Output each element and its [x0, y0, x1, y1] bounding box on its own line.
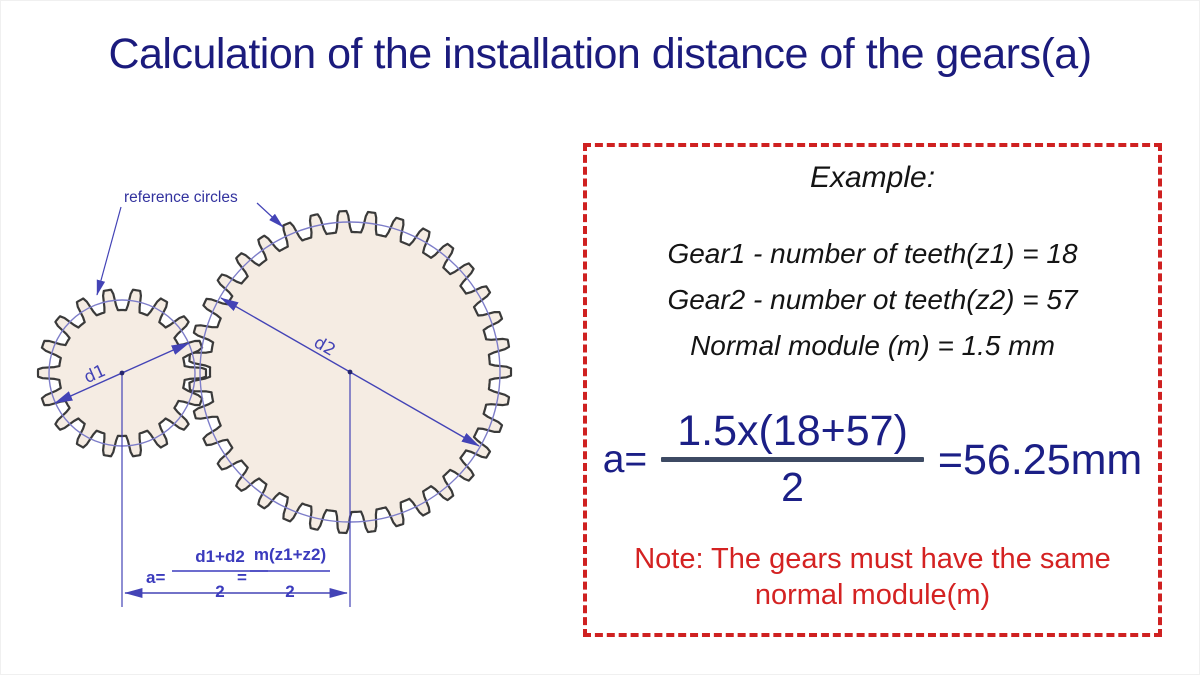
d2-label: d2 — [310, 332, 339, 361]
d1-label: d1 — [81, 360, 109, 388]
reference-circles-leader-left — [97, 207, 121, 295]
example-box — [583, 143, 1162, 637]
example-formula-fraction-bar — [661, 457, 924, 462]
note-line-1: Note: The gears must have the same — [634, 543, 1111, 575]
gear1-teeth-line: Gear1 - number of teeth(z1) = 18 — [667, 238, 1078, 269]
example-formula — [587, 395, 1158, 525]
diagram-formula-frac2-numerator: m(z1+z2) — [253, 545, 327, 564]
example-given-values — [587, 231, 1158, 369]
page-title: Calculation of the installation distance of the gears(a) — [108, 30, 1092, 78]
normal-module-line: Normal module (m) = 1.5 mm — [690, 330, 1055, 361]
gear2-teeth-line: Gear2 - number ot teeth(z2) = 57 — [667, 284, 1078, 315]
diagram-formula-frac1-numerator: d1+d2 — [195, 547, 245, 566]
example-heading: Example: — [809, 161, 936, 194]
gear-diagram — [0, 0, 580, 675]
diagram-formula-frac1-denominator: 2 — [215, 582, 225, 601]
gear2-center-dot — [348, 370, 353, 375]
reference-circles-label: reference circles — [124, 189, 238, 206]
reference-circles-leader-right — [257, 203, 283, 227]
note-line-2: normal module(m) — [754, 579, 991, 611]
example-formula-denominator: 2 — [781, 464, 804, 510]
gear1-center-dot — [120, 371, 125, 376]
example-formula-result: =56.25mm — [937, 435, 1143, 484]
diagram-formula-equals: = — [237, 568, 247, 587]
example-formula-lhs: a= — [602, 438, 648, 481]
note-text — [587, 541, 1158, 613]
diagram-formula-a-eq: a= — [146, 568, 166, 587]
example-formula-numerator: 1.5x(18+57) — [677, 406, 908, 455]
diagram-formula-frac2-denominator: 2 — [285, 582, 295, 601]
example-formula-fraction — [657, 406, 928, 511]
